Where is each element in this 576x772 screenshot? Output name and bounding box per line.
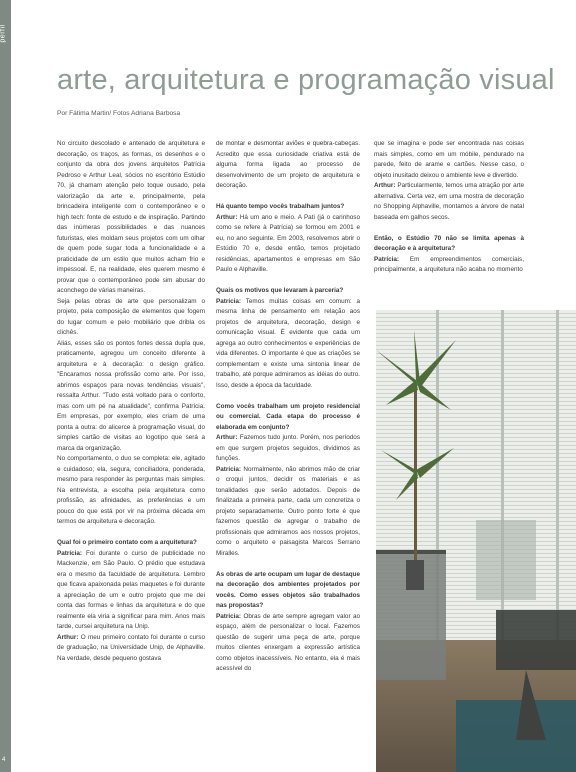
answer	[216, 213, 360, 276]
paragraph: que se imagina e pode ser encontrada nas coisas mais simples, como em um móbile, pendurado na parede, feito de arame e cartões. Nesse caso, o objeto inusitado deixou o ambiente leve e divertido.	[374, 140, 524, 179]
speaker: Arthur:	[216, 434, 238, 441]
answer-text: Temos muitas coisas em comum: a mesma linha de pensamento em relação aos projetos de arquitetura, decoração, design e comunicação visual. É evidente que cada um agrega ao outro conhecimentos e experiências de vida diferentes. O importante é que as criações se complementam e existe uma sintonia linear de trabalho, até porque admiramos as idéias do outro. Isso, desde a época da faculdade.	[216, 297, 360, 389]
paragraph: Aliás, esses são os pontos fortes dessa dupla que, praticamente, agregou um conceito diferente à arquitetura e à decoração: o design gráfico. "Encaramos nossa profissão como arte. Por isso, abrimos espaços para novas tendências visuais", ressalta Arthur. "Tudo está voltado para o conforto, mas com um pé na atualidade", confirma Patrícia. Em empresas, por exemplo, eles criam de uma ponta a outra: do alicerce à programação visual, do simples cartão de visitas ao logotipo que será a marca da organização.	[57, 339, 205, 452]
section-sidebar	[0, 0, 11, 772]
shelf-unit	[476, 520, 536, 600]
article-title: arte, arquitetura e programação visual	[57, 64, 555, 96]
speaker: Patrícia:	[216, 465, 242, 473]
speaker: Arthur:	[57, 633, 79, 641]
answer	[374, 181, 524, 223]
answer	[57, 633, 205, 665]
answer	[57, 549, 205, 633]
question: Como vocês trabalham um projeto residencial ou comercial. Cada etapa do processo é elaborada em conjunto?	[216, 402, 360, 431]
answer	[216, 612, 360, 675]
answer	[216, 465, 360, 560]
paragraph: de montar e desmontar aviões e quebra-cabeças. Acredito que essa curiosidade criativa está de alguma forma ligada ao processo de desenvolvimento de um projeto de arquitetura e decoração.	[216, 140, 360, 189]
plant-pot	[406, 560, 424, 590]
interior-photo	[376, 310, 576, 772]
text-column-2	[216, 139, 360, 675]
answer-text: Em empreendimentos comerciais, principalmente, a arquitetura não acaba no momento	[374, 255, 524, 273]
text-column-3	[374, 139, 524, 276]
question: Então, o Estúdio 70 não se limita apenas à decoração e à arquitetura?	[374, 234, 524, 252]
answer-text: Obras de arte sempre agregam valor ao espaço, além de personalizar o local. Fazemos questão de sugerir uma peça de arte, porque muitos clientes enxergam a expressão artística como objetos inacessíveis. No entanto, ela é mais acessível do	[216, 612, 360, 672]
answer-text: Normalmente, não abrimos mão de criar o croqui juntos, decidir os materiais e as tonalidades que serão adotados. Depois de finalizada a primeira parte, cada um concretiza o projeto separadamente. Outro ponto forte é que fazemos questão de agregar o trabalho de profissionais que admiramos aos nossos projetos, como o arquiteto e paisagista Marcos Serrano Miralles.	[216, 465, 360, 557]
paragraph: No comportamento, o duo se completa: ele, agitado e cuidadoso; ela, segura, conciliadora, ponderada, mesmo para responder às perguntas mais simples. Na entrevista, a escolha pela arquitetura como profissão, as afinidades, as preferências e um pouco do que está por vir na próxima década em termos de arquitetura e decoração.	[57, 455, 205, 525]
answer	[216, 297, 360, 392]
question: Qual foi o primeiro contato com a arquitetura?	[57, 539, 197, 546]
answer-text: O meu primeiro contato foi durante o curso de graduação, na Universidade Unip, de Alphaville. Na verdade, desde pequeno gostava	[57, 633, 205, 662]
answer	[216, 433, 360, 465]
page-number: 4	[2, 757, 6, 763]
speaker: Patrícia:	[57, 549, 83, 557]
answer-text: Fazemos tudo junto. Porém, nos períodos em que surgem projetos seguidos, dividimos as funções.	[216, 434, 360, 462]
rug	[456, 700, 576, 772]
question: Quais os motivos que levaram à parceria?	[216, 287, 344, 294]
paragraph: Seja pelas obras de arte que personalizam o projeto, pela composição de elementos que fogem do lugar comum e pelo mobiliário que dribla os clichês.	[57, 297, 205, 336]
speaker: Patrícia:	[216, 297, 242, 305]
speaker: Patrícia:	[216, 612, 242, 620]
section-label-text: perfil	[0, 24, 7, 43]
speaker: Arthur:	[216, 213, 238, 221]
answer-text: Particularmente, temos uma atração por arte alternativa. Certa vez, em uma mostra de decoração no Shopping Alphaville, montamos a árvore de natal baseada em galhos secos.	[374, 182, 524, 221]
question: As obras de arte ocupam um lugar de destaque na decoração dos ambientes projetados por vocês. Como esses objetos são trabalhados nas propostas?	[216, 570, 360, 609]
text-column-1	[57, 139, 205, 664]
desk	[496, 610, 576, 670]
speaker: Arthur:	[374, 182, 396, 189]
answer-text: Há um ano e meio. A Pati (já o carinhoso como se refere à Patrícia) se formou em 2001 e eu, no ano seguinte. Em 2003, resolvemos abrir o Estúdio 70 e, desde então, temos projetado residências, apartamentos e empresas em São Paulo e Alphaville.	[216, 213, 360, 273]
byline: Por Fátima Martin/ Fotos Adriana Barbosa	[57, 110, 181, 117]
answer	[374, 255, 524, 276]
section-label	[0, 24, 11, 48]
paragraph: No circuito descolado e antenado de arquitetura e decoração, os traços, as formas, os desenhos e o conjunto da obra dos jovens arquitetos Patrícia Pedroso e Arthur Leal, sócios no escritório Estúdio 70, já chamam atenção pelo toque ousado, pela valorização da arte e, principalmente, pela brincadeira inteligente com o contemporâneo e o high tech: fonte de estudo e de inspiração. Partindo das inúmeras possibilidades e das nuances futuristas, eles moldam seus projetos com um olhar de quem pode sugar toda a funcionalidade e a praticidade de um estilo que muitos acham frio e impessoal. E, na realidade, eles querem mesmo é provar que o contemporâneo pode sim abusar do aconchego de várias maneiras.	[57, 140, 205, 294]
question: Há quanto tempo vocês trabalham juntos?	[216, 203, 345, 210]
answer-text: Foi durante o curso de publicidade no Mackenzie, em São Paulo. O prédio que estudava era o mesmo da faculdade de arquitetura. Lembro que ficava apaixonada pelas maquetes e foi durante a apreciação de um e outro projeto que me dei conta das formas e linhas da arquitetura e do que realmente ela viria a significar para mim. Anos mais tarde, cursei arquitetura na Unip.	[57, 549, 206, 630]
speaker: Patrícia:	[374, 255, 400, 263]
